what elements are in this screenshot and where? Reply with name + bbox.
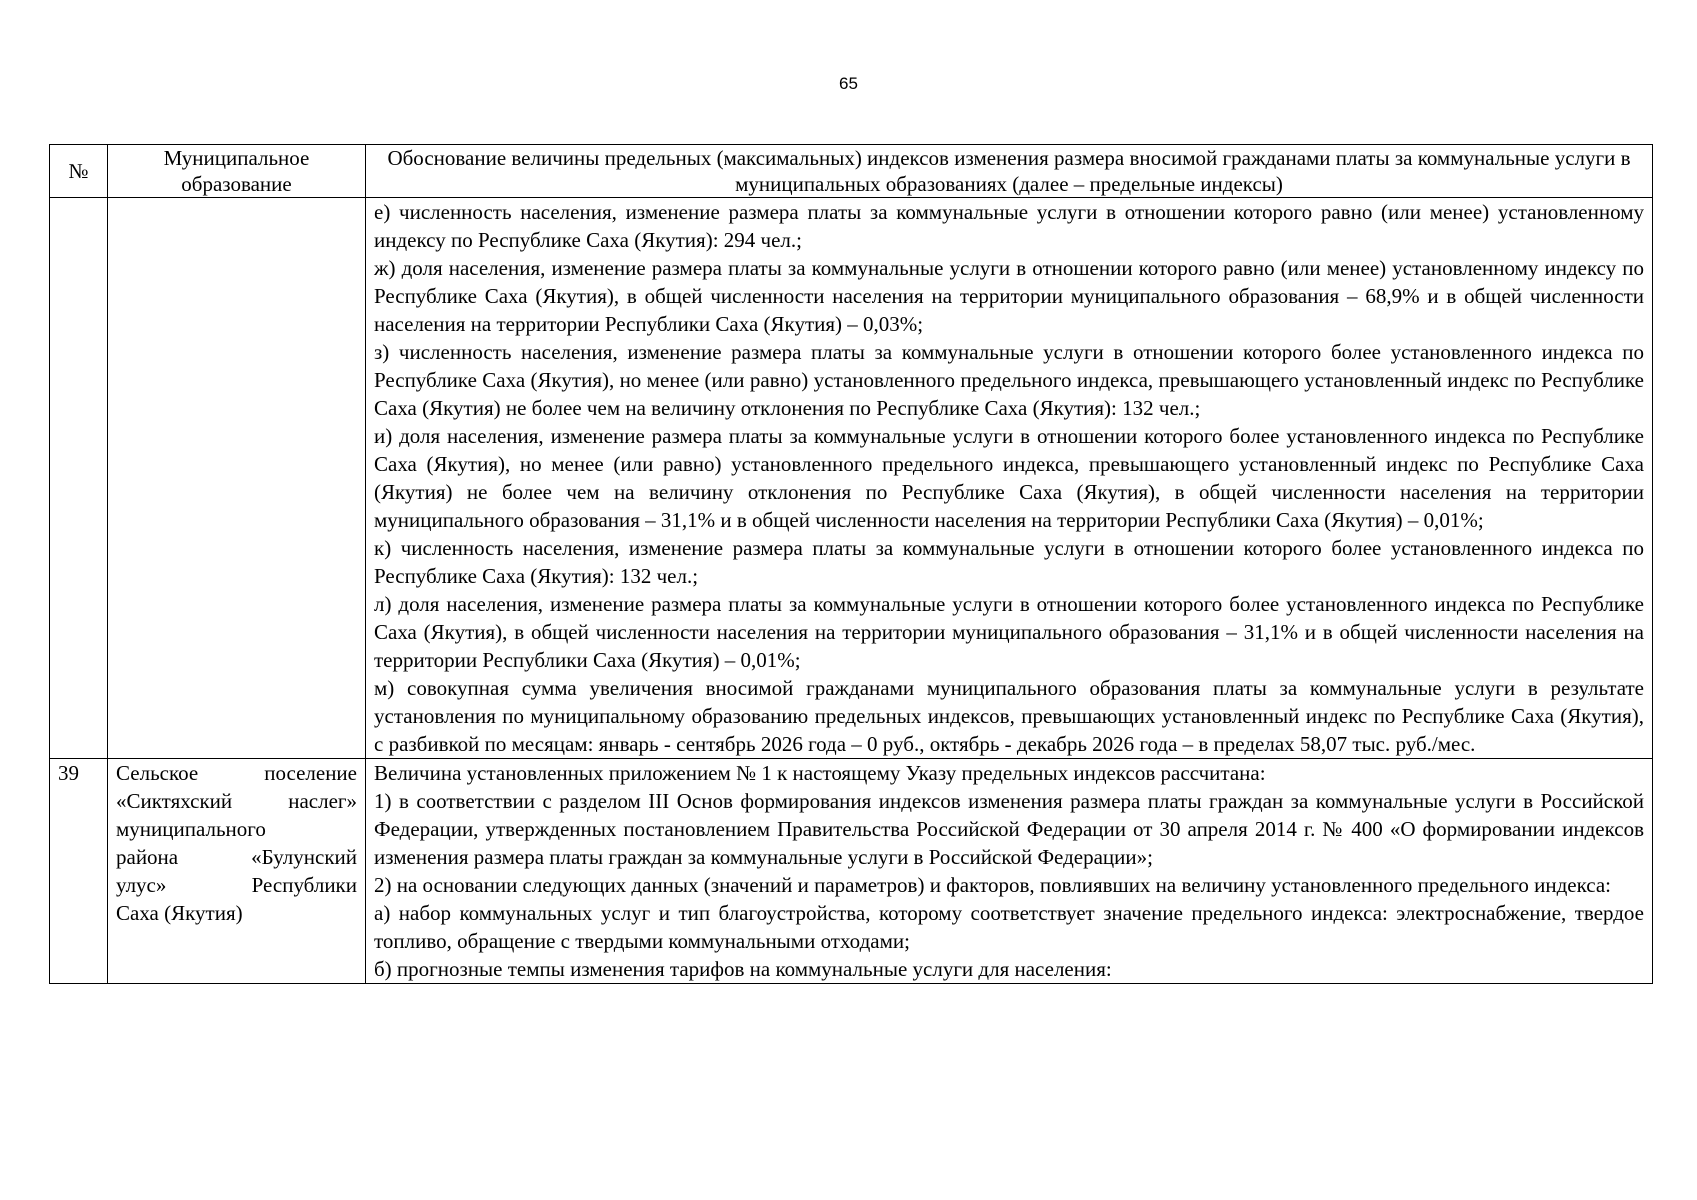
paragraph: л) доля населения, изменение размера платы за коммунальные услуги в отношении которого более установленного индекса по Республике Саха (Якутия), в общей численности населения на территории муниципального образования – 31,1% и в общей численности населения на территории Республики Саха (Якутия) – 0,01%;	[374, 592, 1644, 672]
header-num: №	[50, 145, 108, 198]
indices-table	[49, 144, 1653, 984]
paragraph: 1) в соответствии с разделом III Основ формирования индексов изменения размера платы граждан за коммунальные услуги в Российской Федерации, утвержденных постановлением Правительства Российской Федерации от 30 апреля 2014 г. № 400 «О формировании индексов изменения размера платы граждан за коммунальные услуги в Российской Федерации»;	[374, 789, 1644, 869]
header-municipality: Муниципальное образование	[108, 145, 366, 198]
justification-cell	[366, 759, 1653, 984]
municipality-line: района «Булунский	[116, 845, 357, 869]
municipality-line: «Сиктяхский наслег»	[116, 789, 357, 813]
municipality-line: муниципального	[116, 817, 266, 841]
justification-cell	[366, 198, 1653, 759]
row-number: 39	[50, 759, 108, 984]
paragraph: б) прогнозные темпы изменения тарифов на коммунальные услуги для населения:	[374, 957, 1112, 981]
paragraph: Величина установленных приложением № 1 к настоящему Указу предельных индексов рассчитана:	[374, 761, 1266, 785]
table-header-row	[50, 145, 1653, 198]
municipality-cell	[108, 759, 366, 984]
municipality-line: Сельское поселение	[116, 761, 357, 785]
paragraph: и) доля населения, изменение размера платы за коммунальные услуги в отношении которого более установленного индекса по Республике Саха (Якутия), но менее (или равно) установленного предельного индекса, превышающего установленный индекс по Республике Саха (Якутия) не более чем на величину отклонения по Республике Саха (Якутия), в общей численности населения на территории муниципального образования – 31,1% и в общей численности населения на территории Республики Саха (Якутия) – 0,01%;	[374, 424, 1644, 532]
municipality-line: Саха (Якутия)	[116, 901, 243, 925]
header-justification: Обоснование величины предельных (максимальных) индексов изменения размера вносимой гражданами платы за коммунальные услуги в муниципальных образованиях (далее – предельные индексы)	[366, 145, 1653, 198]
paragraph: м) совокупная сумма увеличения вносимой гражданами муниципального образования платы за коммунальные услуги в результате установления по муниципальному образованию предельных индексов, превышающих установленный индекс по Республике Саха (Якутия), с разбивкой по месяцам: январь - сентябрь 2026 года – 0 руб., октябрь - декабрь 2026 года – в пределах 58,07 тыс. руб./мес.	[374, 676, 1644, 756]
paragraph: е) численность населения, изменение размера платы за коммунальные услуги в отношении которого равно (или менее) установленному индексу по Республике Саха (Якутия): 294 чел.;	[374, 200, 1644, 252]
row-number	[50, 198, 108, 759]
paragraph: 2) на основании следующих данных (значений и параметров) и факторов, повлиявших на величину установленного предельного индекса:	[374, 873, 1612, 897]
paragraph: ж) доля населения, изменение размера платы за коммунальные услуги в отношении которого равно (или менее) установленному индексу по Республике Саха (Якутия), в общей численности населения на территории муниципального образования – 68,9% и в общей численности населения на территории Республики Саха (Якутия) – 0,03%;	[374, 256, 1644, 336]
paragraph: к) численность населения, изменение размера платы за коммунальные услуги в отношении которого более установленного индекса по Республике Саха (Якутия): 132 чел.;	[374, 536, 1644, 588]
page-number: 65	[839, 74, 858, 93]
table-row	[50, 198, 1653, 759]
paragraph: а) набор коммунальных услуг и тип благоустройства, которому соответствует значение предельного индекса: электроснабжение, твердое топливо, обращение с твердыми коммунальными отходами;	[374, 901, 1644, 953]
table-row	[50, 759, 1653, 984]
paragraph: з) численность населения, изменение размера платы за коммунальные услуги в отношении которого более установленного индекса по Республике Саха (Якутия), но менее (или равно) установленного предельного индекса, превышающего установленный индекс по Республике Саха (Якутия) не более чем на величину отклонения по Республике Саха (Якутия): 132 чел.;	[374, 340, 1644, 420]
municipality-cell	[108, 198, 366, 759]
municipality-line: улус» Республики	[116, 873, 357, 897]
